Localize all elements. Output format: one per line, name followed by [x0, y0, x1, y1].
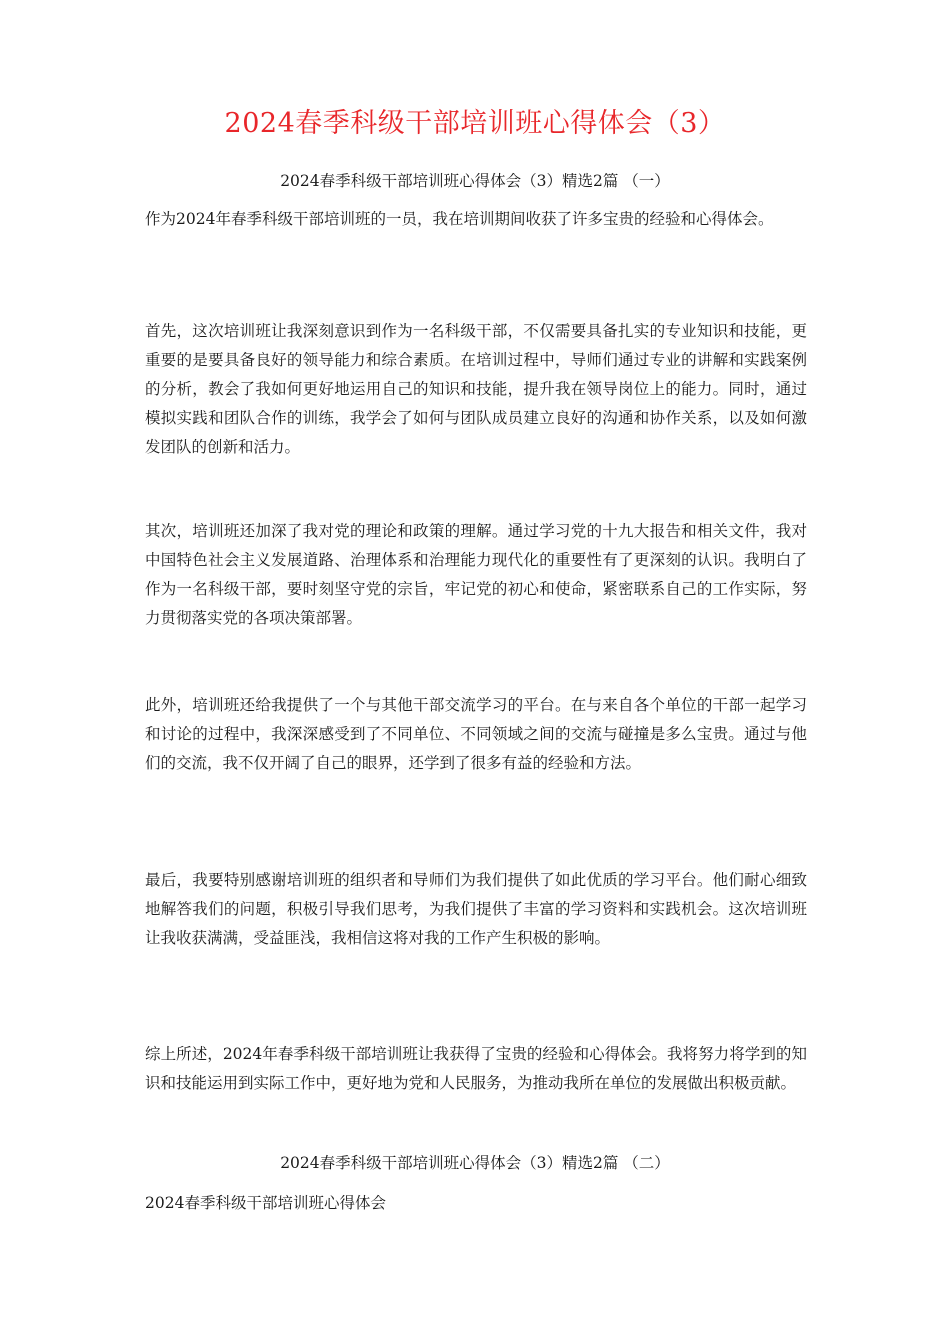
paragraph-conclusion: 综上所述，2024年春季科级干部培训班让我获得了宝贵的经验和心得体会。我将努力将学到的知识和技能运用到实际工作中，更好地为党和人民服务，为推动我所在单位的发展做出积极贡献。 [145, 1045, 807, 1092]
paragraph-second: 其次，培训班还加深了我对党的理论和政策的理解。通过学习党的十九大报告和相关文件，我对中国特色社会主义发展道路、治理体系和治理能力现代化的重要性有了更深刻的认识。我明白了作为一名科级干部，要时刻坚守党的宗旨，牢记党的初心和使命，紧密联系自己的工作实际，努力贯彻落实党的各项决策部署。 [145, 522, 807, 627]
section-2-first-line: 2024春季科级干部培训班心得体会 [145, 1194, 386, 1212]
paragraph-intro: 作为2024年春季科级干部培训班的一员，我在培训期间收获了许多宝贵的经验和心得体会。 [145, 210, 774, 228]
paragraph-third: 此外，培训班还给我提供了一个与其他干部交流学习的平台。在与来自各个单位的干部一起学习和讨论的过程中，我深深感受到了不同单位、不同领域之间的交流与碰撞是多么宝贵。通过与他们的交流，我不仅开阔了自己的眼界，还学到了很多有益的经验和方法。 [145, 696, 807, 772]
section-heading-1: 2024春季科级干部培训班心得体会（3）精选2篇 （一） [280, 172, 670, 190]
section-heading-2: 2024春季科级干部培训班心得体会（3）精选2篇 （二） [280, 1154, 670, 1172]
paragraph-first: 首先，这次培训班让我深刻意识到作为一名科级干部，不仅需要具备扎实的专业知识和技能，更重要的是要具备良好的领导能力和综合素质。在培训过程中，导师们通过专业的讲解和实践案例的分析，教会了我如何更好地运用自己的知识和技能，提升我在领导岗位上的能力。同时，通过模拟实践和团队合作的训练，我学会了如何与团队成员建立良好的沟通和协作关系，以及如何激发团队的创新和活力。 [145, 322, 807, 456]
paragraph-fourth: 最后，我要特别感谢培训班的组织者和导师们为我们提供了如此优质的学习平台。他们耐心细致地解答我们的问题，积极引导我们思考，为我们提供了丰富的学习资料和实践机会。这次培训班让我收获满满，受益匪浅，我相信这将对我的工作产生积极的影响。 [145, 871, 807, 947]
document-title: 2024春季科级干部培训班心得体会（3） [224, 108, 726, 139]
